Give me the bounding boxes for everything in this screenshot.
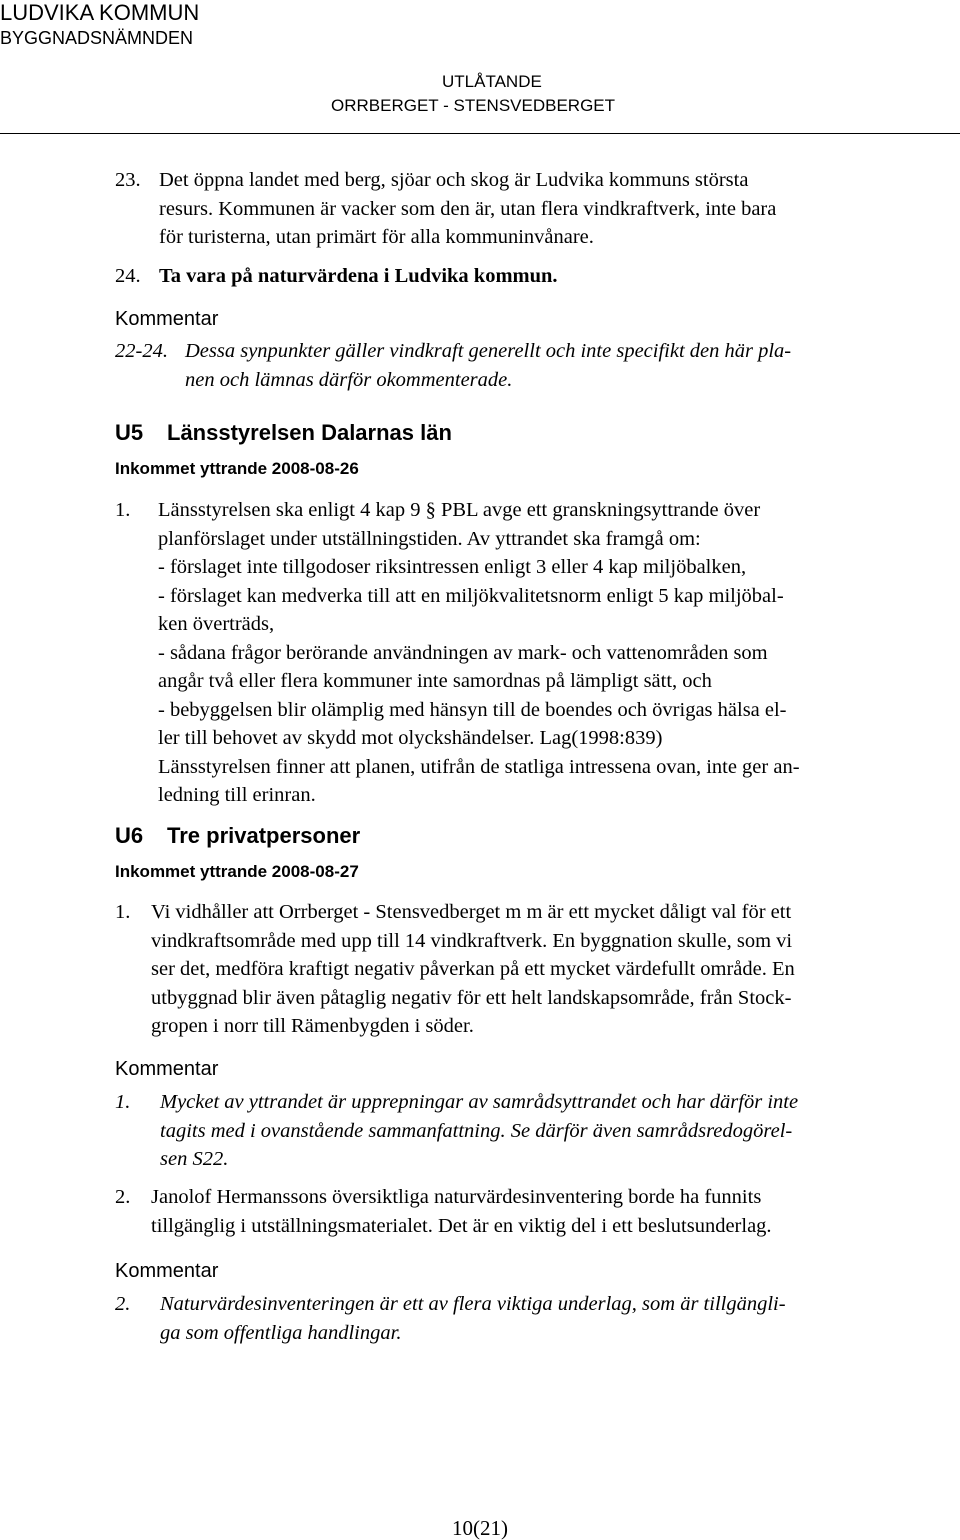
u6-comment-2 [115, 1290, 905, 1350]
item-number: 23. [115, 169, 141, 191]
comment-heading: Kommentar [115, 1058, 219, 1080]
item-number: 24. [115, 265, 141, 287]
section-heading-u5 [115, 420, 452, 446]
text-line: Mycket av yttrandet är upprepningar av samrådsyttrandet och har därför inte [160, 1091, 799, 1113]
section-code: U5 [115, 420, 144, 445]
text-line: tagits med i ovanstående sammanfattning. Se därför även samrådsredogörel- [160, 1119, 793, 1142]
text-line: vindkraftsområde med upp till 14 vindkraftverk. En byggnation skulle, som vi [151, 929, 793, 952]
item-24 [115, 262, 895, 292]
document-type: UTLÅTANDE [442, 72, 542, 91]
text-line: ga som offentliga handlingar. [160, 1321, 402, 1344]
text-line: nen och lämnas därför okommenterade. [185, 368, 513, 391]
item-text: Ta vara på naturvärdena i Ludvika kommun. [159, 265, 558, 287]
item-number: 1. [115, 901, 131, 923]
comment-number: 1. [115, 1091, 131, 1113]
item-text [151, 898, 795, 1041]
section-code: U6 [115, 823, 144, 848]
department-name: BYGGNADSNÄMNDEN [0, 28, 194, 48]
text-line: Dessa synpunkter gäller vindkraft generellt och inte specifikt den här pla- [185, 340, 792, 362]
item-23 [115, 166, 895, 256]
page-number: 10(21) [452, 1516, 508, 1540]
text-line: - sådana frågor berörande användningen av mark- och vattenområden som [158, 641, 768, 664]
comment-heading: Kommentar [115, 1260, 219, 1282]
received-date-u5: Inkommet yttrande 2008-08-26 [115, 459, 359, 478]
item-number: 1. [115, 499, 131, 521]
text-line: - förslaget inte tillgodoser riksintressen enligt 3 eller 4 kap miljöbalken, [158, 556, 747, 578]
text-line: ken överträds, [158, 613, 275, 635]
comment-heading: Kommentar [115, 308, 219, 330]
text-line: ler till behovet av skydd mot olyckshändelser. Lag(1998:839) [158, 727, 663, 749]
text-line: Vi vidhåller att Orrberget - Stensvedberget m m är ett mycket dåligt val för ett [151, 901, 792, 923]
section-title: Länsstyrelsen Dalarnas län [167, 420, 452, 445]
text-line: ledning till erinran. [158, 784, 316, 806]
organization-name: LUDVIKA KOMMUN [0, 0, 200, 25]
text-line: för turisterna, utan primärt för alla kommuninvånare. [159, 226, 594, 248]
u6-item-2 [115, 1183, 905, 1243]
header-divider [0, 133, 960, 134]
item-number: 2. [115, 1186, 131, 1208]
text-line: ser det, medföra kraftigt negativ påverkan på ett mycket värdefullt område. En [151, 958, 795, 980]
item-text [158, 496, 800, 810]
comment-number: 2. [115, 1293, 131, 1315]
section-heading-u6 [115, 823, 360, 849]
text-line: - bebyggelsen blir olämplig med hänsyn till de boendes och övrigas hälsa el- [158, 698, 787, 721]
section-title: Tre privatpersoner [167, 823, 361, 848]
text-line: Naturvärdesinventeringen är ett av flera viktiga underlag, som är tillgängli- [160, 1293, 786, 1315]
comment-text [160, 1290, 786, 1347]
comment-text [160, 1088, 798, 1174]
item-text [159, 166, 776, 252]
u6-comment-1 [115, 1088, 905, 1178]
text-line: - förslaget kan medverka till att en miljökvalitetsnorm enligt 5 kap miljöbal- [158, 584, 784, 607]
item-text [151, 1183, 772, 1240]
comment-22-24 [115, 337, 905, 397]
text-line: utbyggnad blir även påtaglig negativ för ett helt landskapsområde, från Stock- [151, 986, 792, 1009]
document-subject: ORRBERGET - STENSVEDBERGET [331, 96, 616, 115]
text-line: angår två eller flera kommuner inte samordnas på lämpligt sätt, och [158, 670, 712, 692]
text-line: Janolof Hermanssons översiktliga naturvärdesinventering borde ha funnits [151, 1186, 762, 1208]
text-line: planförslaget under utställningstiden. Av yttrandet ska framgå om: [158, 527, 701, 550]
received-date-u6: Inkommet yttrande 2008-08-27 [115, 862, 359, 881]
text-line: resurs. Kommunen är vacker som den är, utan flera vindkraftverk, inte bara [159, 197, 777, 220]
u6-item-1 [115, 898, 905, 1043]
text-line: tillgänglig i utställningsmaterialet. Det är en viktig del i ett beslutsunderlag. [151, 1214, 772, 1237]
text-line: gropen i norr till Rämenbygden i söder. [151, 1015, 474, 1037]
text-line: Länsstyrelsen finner att planen, utifrån de statliga intressena ovan, inte ger an- [158, 755, 800, 778]
u5-item-1 [115, 496, 905, 816]
text-line: Det öppna landet med berg, sjöar och skog är Ludvika kommuns största [159, 169, 749, 191]
comment-number: 22-24. [115, 340, 168, 362]
text-line: Länsstyrelsen ska enligt 4 kap 9 § PBL avge ett granskningsyttrande över [158, 499, 761, 521]
text-line: sen S22. [160, 1148, 229, 1170]
comment-text [185, 337, 791, 394]
